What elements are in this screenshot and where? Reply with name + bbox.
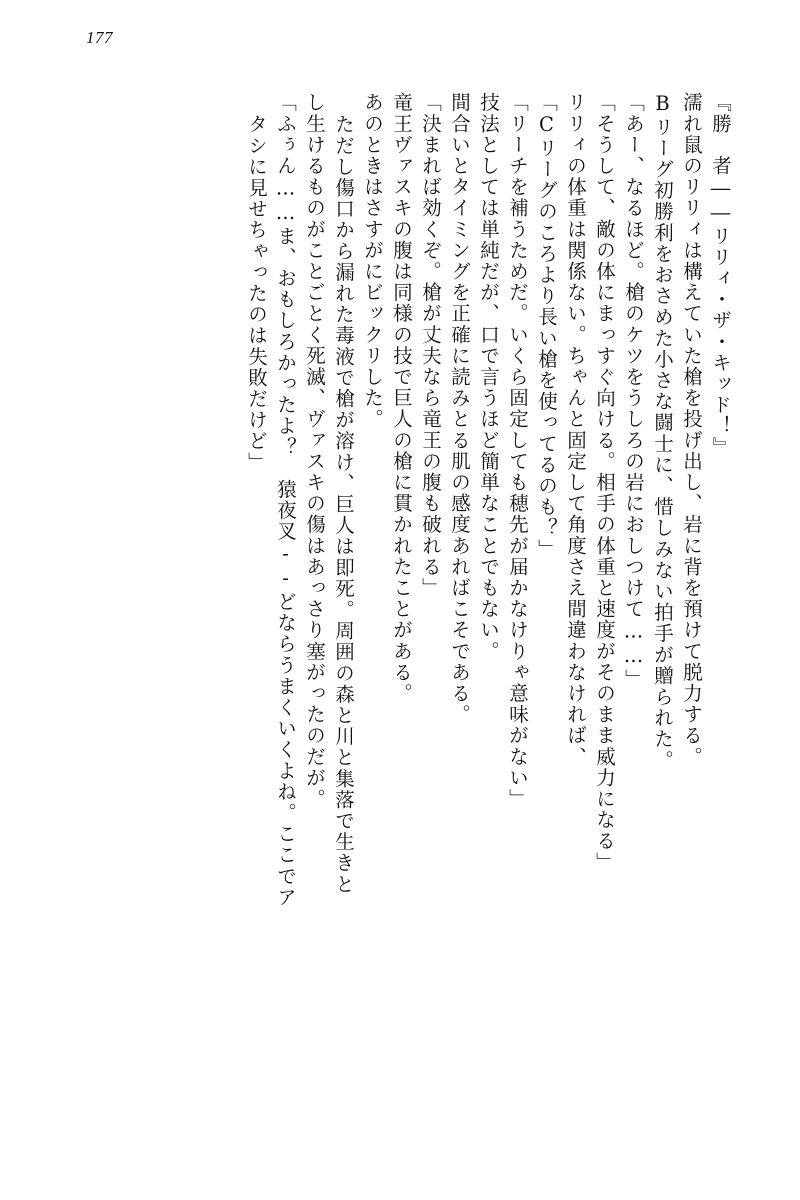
text-line: ただし傷口から漏れた毒液で槍が溶け、巨人は即死。周囲の森と川と集落で生きと — [332, 114, 355, 895]
text-line: 「あー、なるほど。槍のケツをうしろの岩におしつけて……」 — [622, 92, 645, 690]
text-line: 竜王ヴァスキの腹は同様の技で巨人の槍に貫かれたことがある。 — [390, 92, 413, 704]
text-line: あのときはさすがにビックリした。 — [361, 92, 384, 430]
text-line: Bリーグ初勝利をおさめた小さな闘士に、惜しみない拍手が贈られた。 — [651, 92, 674, 771]
text-line: 「Cリーグのころより長い槍を使ってるのも？」 — [535, 92, 558, 560]
text-line: タシに見せちゃったのは失敗だけど」 — [245, 114, 268, 473]
vertical-text-body — [62, 92, 730, 1132]
text-line: 「ふぅん……ま、おもしろかったよ？ 猿夜叉‐‐どならうまくいくよね。ここでア — [274, 92, 297, 908]
text-line: 濡れ鼠のリリィは構えていた槍を投げ出し、岩に背を預けて脱力する。 — [680, 92, 703, 768]
text-line: 「リーチを補うためだ。いくら固定しても穂先が届かなけりゃ意味がない」 — [506, 92, 529, 810]
text-line: 「そうして、敵の体にまっすぐ向ける。相手の体重と速度がそのまま威力になる」 — [593, 92, 616, 873]
page-number: 177 — [86, 28, 113, 47]
text-line: し生けるものがことごとく死滅、ヴァスキの傷はあっさり塞がったのだが。 — [303, 92, 326, 810]
text-line: 技法としては単純だが、口で言うほど簡単なことでもない。 — [477, 92, 500, 662]
text-line: 『勝 者――リリィ・ザ・キッド！』 — [709, 92, 732, 458]
text-line: リリィの体重は関係ない。ちゃんと固定して角度さえ間違わなければ、 — [564, 92, 587, 768]
text-line: 間合いとタイミングを正確に読みとる肌の感度あればこそである。 — [448, 92, 471, 725]
text-line: 「決まれば効くぞ。槍が丈夫なら竜王の腹も破れる」 — [419, 92, 442, 599]
